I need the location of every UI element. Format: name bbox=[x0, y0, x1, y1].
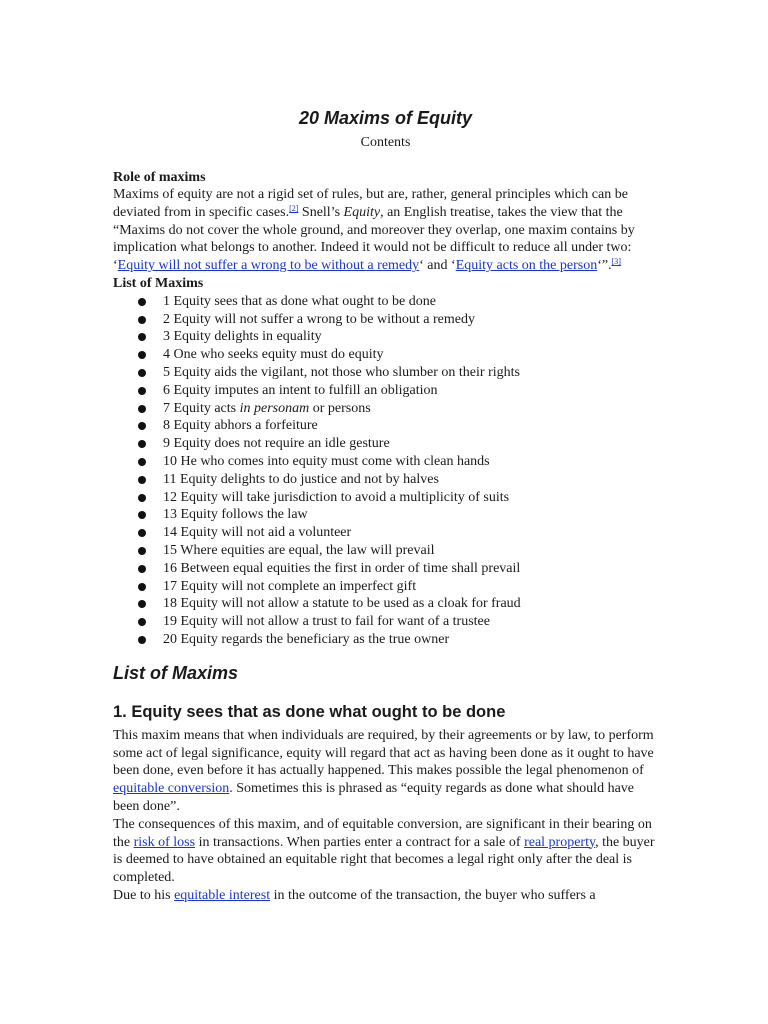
citation-link-2[interactable]: [2] bbox=[289, 203, 299, 213]
bullet-icon bbox=[138, 316, 146, 324]
list-item: 1 Equity sees that as done what ought to be done bbox=[113, 293, 658, 311]
in-personam-italic: in personam bbox=[239, 400, 310, 416]
role-text-1: Maxims of equity are not a rigid set of rules, but are, rather, general principles which can be deviated from in specific cases. bbox=[113, 187, 628, 220]
role-text-5: ‘”. bbox=[597, 258, 612, 274]
list-heading: List of Maxims bbox=[113, 275, 204, 291]
list-item: 13 Equity follows the law bbox=[113, 506, 658, 524]
bullet-icon bbox=[138, 600, 146, 608]
bullet-icon bbox=[138, 405, 146, 413]
bullet-icon bbox=[138, 387, 146, 395]
paragraph-1: This maxim means that when individuals are required, by their agreements or by law, to perform some act of legal significance, equity will regard that act as having been done as it ought to have been done, even before it has actually happened. This makes possible the legal phenomenon of equitable conversion. Sometimes this is phrased as “equity regards as done what should have been done”. bbox=[113, 727, 654, 814]
bullet-icon bbox=[138, 440, 146, 448]
maxim-link-remedy[interactable]: Equity will not suffer a wrong to be without a remedy bbox=[117, 258, 420, 274]
maxims-list bbox=[113, 293, 658, 649]
bullet-icon bbox=[138, 351, 146, 359]
bullet-icon bbox=[138, 636, 146, 644]
bullet-icon bbox=[138, 511, 146, 519]
section-heading: List of Maxims bbox=[113, 662, 239, 683]
bullet-icon bbox=[138, 458, 146, 466]
bullet-icon bbox=[138, 547, 146, 555]
list-item: 14 Equity will not aid a volunteer bbox=[113, 524, 658, 542]
role-heading: Role of maxims bbox=[113, 170, 206, 185]
paragraph-3: Due to his equitable interest in the outcome of the transaction, the buyer who suffers a bbox=[113, 887, 596, 903]
equitable-interest-link[interactable]: equitable interest bbox=[174, 887, 271, 903]
list-item: 7 Equity acts in personam or persons bbox=[113, 400, 658, 418]
role-paragraph bbox=[113, 186, 658, 275]
subsection-heading: 1. Equity sees that as done what ought to be done bbox=[113, 702, 506, 721]
snells-equity-title: Equity bbox=[343, 204, 381, 220]
bullet-icon bbox=[138, 583, 146, 591]
list-item: 6 Equity imputes an intent to fulfill an obligation bbox=[113, 382, 658, 400]
bullet-icon bbox=[138, 565, 146, 573]
bullet-icon bbox=[138, 422, 146, 430]
role-text-3: , an English treatise, takes the view that the “Maxims do not cover the whole ground, and moreover they overlap, one maxim contains by implication what belongs to another. Indeed it would not be difficult to reduce all under two: ‘ bbox=[113, 204, 635, 274]
bullet-icon bbox=[138, 369, 146, 377]
list-item: 8 Equity abhors a forfeiture bbox=[113, 417, 658, 435]
document-page bbox=[113, 104, 658, 905]
bullet-icon bbox=[138, 529, 146, 537]
role-text-4: ‘ and ‘ bbox=[419, 258, 456, 274]
list-item: 10 He who comes into equity must come with clean hands bbox=[113, 453, 658, 471]
list-item: 16 Between equal equities the first in order of time shall prevail bbox=[113, 560, 658, 578]
list-item: 3 Equity delights in equality bbox=[113, 328, 658, 346]
list-item: 11 Equity delights to do justice and not by halves bbox=[113, 471, 658, 489]
bullet-icon bbox=[138, 476, 146, 484]
list-item: 15 Where equities are equal, the law will prevail bbox=[113, 542, 658, 560]
document-title: 20 Maxims of Equity bbox=[298, 108, 473, 128]
maxim-link-person[interactable]: Equity acts on the person bbox=[455, 258, 598, 274]
risk-of-loss-link[interactable]: risk of loss bbox=[133, 834, 196, 850]
bullet-icon bbox=[138, 298, 146, 306]
list-item: 18 Equity will not allow a statute to be used as a cloak for fraud bbox=[113, 595, 658, 613]
equitable-conversion-link[interactable]: equitable conversion bbox=[113, 781, 230, 797]
list-item: 4 One who seeks equity must do equity bbox=[113, 346, 658, 364]
contents-label: Contents bbox=[360, 135, 411, 150]
bullet-icon bbox=[138, 618, 146, 626]
list-item: 2 Equity will not suffer a wrong to be without a remedy bbox=[113, 311, 658, 329]
list-item: 5 Equity aids the vigilant, not those who slumber on their rights bbox=[113, 364, 658, 382]
bullet-icon bbox=[138, 333, 146, 341]
paragraph-2: The consequences of this maxim, and of equitable conversion, are significant in their bearing on the risk of loss in transactions. When parties enter a contract for a sale of real property, the buyer is deemed to have obtained an equitable right that becomes a legal right only after the deal is completed. bbox=[113, 816, 655, 886]
role-text-2: Snell’s bbox=[298, 204, 344, 220]
list-item: 19 Equity will not allow a trust to fail for want of a trustee bbox=[113, 613, 658, 631]
list-item: 9 Equity does not require an idle gesture bbox=[113, 435, 658, 453]
list-item: 20 Equity regards the beneficiary as the true owner bbox=[113, 631, 658, 649]
real-property-link[interactable]: real property bbox=[524, 834, 596, 850]
bullet-icon bbox=[138, 494, 146, 502]
citation-link-3[interactable]: [3] bbox=[611, 257, 621, 267]
list-item: 12 Equity will take jurisdiction to avoid a multiplicity of suits bbox=[113, 489, 658, 507]
list-item: 17 Equity will not complete an imperfect gift bbox=[113, 578, 658, 596]
